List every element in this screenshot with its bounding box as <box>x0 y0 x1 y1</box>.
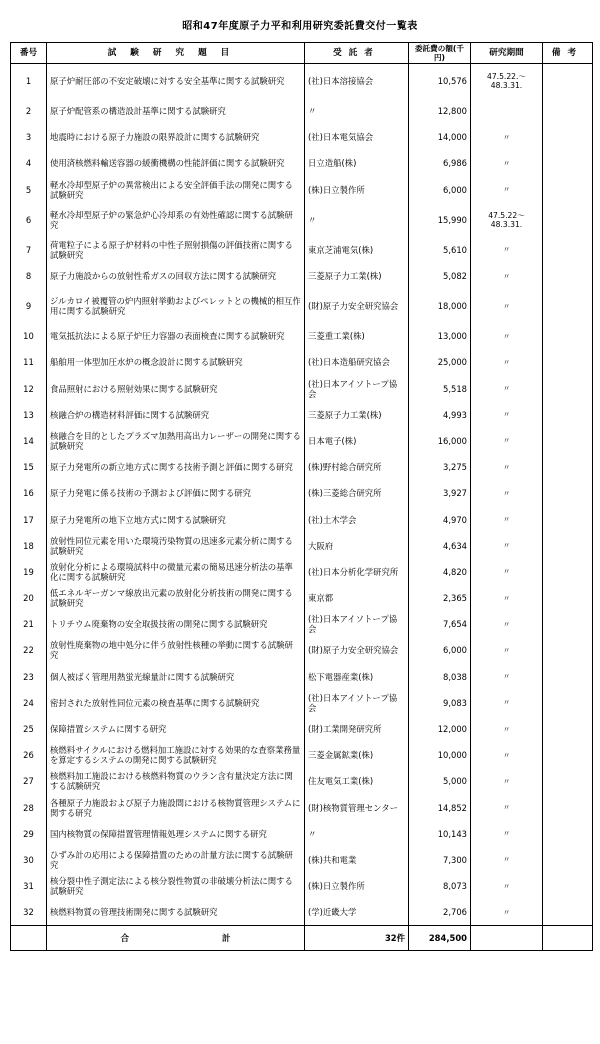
row-number: 32 <box>11 899 47 926</box>
row-period: 〃 <box>471 742 543 768</box>
row-amount: 4,970 <box>409 506 471 532</box>
row-number: 5 <box>11 177 47 203</box>
row-amount: 8,038 <box>409 664 471 690</box>
row-number: 23 <box>11 664 47 690</box>
row-amount: 6,000 <box>409 177 471 203</box>
row-contractor: 三菱原子力工業(株) <box>305 263 409 289</box>
row-contractor: 三菱重工業(株) <box>305 323 409 349</box>
table-row <box>11 611 593 637</box>
total-amount: 284,500 <box>409 926 471 951</box>
table-row <box>11 847 593 873</box>
row-period: 〃 <box>471 289 543 323</box>
table-row <box>11 263 593 289</box>
row-note <box>543 533 593 559</box>
header-note: 備考 <box>543 43 593 64</box>
row-note <box>543 98 593 124</box>
row-note <box>543 150 593 176</box>
table-row <box>11 480 593 506</box>
row-number: 20 <box>11 585 47 611</box>
row-subject: 放射化分析による環境試料中の微量元素の簡易迅速分析法の基準化に関する試験研究 <box>47 559 305 585</box>
row-contractor: (株)野村総合研究所 <box>305 454 409 480</box>
row-contractor: (株)三菱総合研究所 <box>305 480 409 506</box>
row-amount: 13,000 <box>409 323 471 349</box>
row-number: 3 <box>11 124 47 150</box>
row-subject: 核燃料加工施設における核燃料物質のウラン含有量決定方法に関する試験研究 <box>47 768 305 794</box>
row-subject: 原子炉配管系の構造設計基準に関する試験研究 <box>47 98 305 124</box>
row-period: 〃 <box>471 768 543 794</box>
total-label-1: 合 <box>120 933 130 944</box>
row-period: 〃 <box>471 349 543 375</box>
row-subject: 核燃料物質の管理技術開発に関する試験研究 <box>47 899 305 926</box>
row-number: 6 <box>11 203 47 237</box>
header-amount: 委託費の額(千円) <box>409 43 471 64</box>
row-contractor: 〃 <box>305 821 409 847</box>
row-amount: 3,927 <box>409 480 471 506</box>
row-note <box>543 873 593 899</box>
row-amount: 5,518 <box>409 376 471 402</box>
row-contractor: 住友電気工業(株) <box>305 768 409 794</box>
document-title: 昭和47年度原子力平和利用研究委託費交付一覧表 <box>182 21 418 32</box>
row-subject: 船舶用一体型加圧水炉の概念設計に関する試験研究 <box>47 349 305 375</box>
row-period: 〃 <box>471 237 543 263</box>
row-note <box>543 585 593 611</box>
total-row <box>11 926 593 951</box>
row-subject: 放射性廃棄物の地中処分に伴う放射性核種の挙動に関する試験研究 <box>47 637 305 663</box>
row-amount: 3,275 <box>409 454 471 480</box>
table-row <box>11 506 593 532</box>
table-row <box>11 177 593 203</box>
table-row <box>11 203 593 237</box>
table-row <box>11 98 593 124</box>
table-row <box>11 349 593 375</box>
row-amount: 25,000 <box>409 349 471 375</box>
row-period: 〃 <box>471 795 543 821</box>
row-number: 11 <box>11 349 47 375</box>
row-note <box>543 480 593 506</box>
row-number: 25 <box>11 716 47 742</box>
row-period: 〃 <box>471 716 543 742</box>
row-note <box>543 690 593 716</box>
row-contractor: (社)日本アイソトープ協会 <box>305 376 409 402</box>
row-subject: 核分裂中性子測定法による核分裂性物質の非破壊分析法に関する試験研究 <box>47 873 305 899</box>
row-period: 〃 <box>471 847 543 873</box>
row-period <box>471 98 543 124</box>
row-subject: 核融合炉の構造材料評価に関する試験研究 <box>47 402 305 428</box>
table-row <box>11 376 593 402</box>
row-number: 1 <box>11 64 47 99</box>
table-row <box>11 289 593 323</box>
row-contractor: (学)近畿大学 <box>305 899 409 926</box>
row-subject: ひずみ計の応用による保障措置のための計量方法に関する試験研究 <box>47 847 305 873</box>
table-row <box>11 768 593 794</box>
row-amount: 7,654 <box>409 611 471 637</box>
row-amount: 2,706 <box>409 899 471 926</box>
row-subject: 低エネルギーガンマ線放出元素の放射化分析技術の開発に関する試験研究 <box>47 585 305 611</box>
row-period: 〃 <box>471 454 543 480</box>
table-row <box>11 585 593 611</box>
row-number: 31 <box>11 873 47 899</box>
row-period: 〃 <box>471 585 543 611</box>
row-contractor: (株)共和電業 <box>305 847 409 873</box>
row-amount: 12,000 <box>409 716 471 742</box>
row-contractor: (財)原子力安全研究協会 <box>305 289 409 323</box>
row-contractor: (社)日本アイソトープ協会 <box>305 611 409 637</box>
row-period: 〃 <box>471 637 543 663</box>
row-amount: 5,082 <box>409 263 471 289</box>
row-amount: 18,000 <box>409 289 471 323</box>
row-amount: 4,820 <box>409 559 471 585</box>
row-note <box>543 402 593 428</box>
row-number: 14 <box>11 428 47 454</box>
row-note <box>543 428 593 454</box>
subsidy-table <box>10 42 593 951</box>
row-number: 21 <box>11 611 47 637</box>
row-amount: 9,083 <box>409 690 471 716</box>
row-contractor: 日本電子(株) <box>305 428 409 454</box>
table-row <box>11 124 593 150</box>
row-number: 15 <box>11 454 47 480</box>
row-note <box>543 716 593 742</box>
row-contractor: (財)工業開発研究所 <box>305 716 409 742</box>
table-row <box>11 454 593 480</box>
row-period: 〃 <box>471 177 543 203</box>
header-row <box>11 43 593 64</box>
row-number: 8 <box>11 263 47 289</box>
row-amount: 2,365 <box>409 585 471 611</box>
row-amount: 5,000 <box>409 768 471 794</box>
row-period: 47.5.22～48.3.31. <box>471 203 543 237</box>
row-period: 〃 <box>471 150 543 176</box>
table-row <box>11 821 593 847</box>
row-period: 〃 <box>471 428 543 454</box>
row-note <box>543 664 593 690</box>
row-note <box>543 768 593 794</box>
row-contractor: (社)日本造船研究協会 <box>305 349 409 375</box>
row-note <box>543 506 593 532</box>
row-amount: 10,576 <box>409 64 471 99</box>
table-row <box>11 402 593 428</box>
row-amount: 14,000 <box>409 124 471 150</box>
row-note <box>543 263 593 289</box>
row-contractor: 〃 <box>305 98 409 124</box>
row-period: 〃 <box>471 124 543 150</box>
row-subject: 密封された放射性同位元素の検査基準に関する試験研究 <box>47 690 305 716</box>
table-row <box>11 428 593 454</box>
row-note <box>543 349 593 375</box>
row-subject: 原子力施設からの放射性希ガスの回収方法に関する試験研究 <box>47 263 305 289</box>
table-row <box>11 150 593 176</box>
row-amount: 8,073 <box>409 873 471 899</box>
row-period: 〃 <box>471 376 543 402</box>
row-amount: 15,990 <box>409 203 471 237</box>
row-note <box>543 323 593 349</box>
header-contractor: 受託者 <box>305 43 409 64</box>
row-number: 7 <box>11 237 47 263</box>
row-period: 〃 <box>471 690 543 716</box>
row-subject: ジルカロイ被覆管の炉内照射挙動およびペレットとの機械的相互作用に関する試験研究 <box>47 289 305 323</box>
row-period: 47.5.22.～48.3.31. <box>471 64 543 99</box>
row-period: 〃 <box>471 559 543 585</box>
total-count: 32件 <box>305 926 409 951</box>
row-note <box>543 64 593 99</box>
row-number: 26 <box>11 742 47 768</box>
row-subject: 核融合を目的としたプラズマ加熱用高出力レーザーの開発に関する試験研究 <box>47 428 305 454</box>
row-number: 2 <box>11 98 47 124</box>
row-period: 〃 <box>471 899 543 926</box>
row-contractor: (社)日本分析化学研究所 <box>305 559 409 585</box>
table-row <box>11 64 593 99</box>
row-note <box>543 289 593 323</box>
row-period: 〃 <box>471 611 543 637</box>
row-number: 18 <box>11 533 47 559</box>
row-amount: 4,634 <box>409 533 471 559</box>
row-amount: 10,000 <box>409 742 471 768</box>
row-amount: 10,143 <box>409 821 471 847</box>
row-note <box>543 611 593 637</box>
row-amount: 4,993 <box>409 402 471 428</box>
row-number: 19 <box>11 559 47 585</box>
row-period: 〃 <box>471 821 543 847</box>
row-number: 28 <box>11 795 47 821</box>
row-subject: 電気抵抗法による原子炉圧力容器の表面検査に関する試験研究 <box>47 323 305 349</box>
row-subject: 荷電粒子による原子炉材料の中性子照射損傷の評価技術に関する試験研究 <box>47 237 305 263</box>
row-number: 27 <box>11 768 47 794</box>
row-number: 22 <box>11 637 47 663</box>
table-row <box>11 559 593 585</box>
header-subject: 試験研究題目 <box>47 43 305 64</box>
row-number: 17 <box>11 506 47 532</box>
row-note <box>543 742 593 768</box>
row-amount: 12,800 <box>409 98 471 124</box>
row-subject: 個人被ばく管理用熱蛍光線量計に関する試験研究 <box>47 664 305 690</box>
row-contractor: (社)日本電気協会 <box>305 124 409 150</box>
row-contractor: (社)日本溶接協会 <box>305 64 409 99</box>
row-subject: 各種原子力施設および原子力施設間における核物質管理システムに関する研究 <box>47 795 305 821</box>
row-note <box>543 177 593 203</box>
row-contractor: 東京芝浦電気(株) <box>305 237 409 263</box>
row-note <box>543 821 593 847</box>
row-contractor: (財)原子力安全研究協会 <box>305 637 409 663</box>
table-row <box>11 237 593 263</box>
row-subject: 原子力発電所の地下立地方式に関する試験研究 <box>47 506 305 532</box>
row-subject: 軽水冷却型原子炉の緊急炉心冷却系の有効性確認に関する試験研究 <box>47 203 305 237</box>
row-subject: 地震時における原子力施設の限界設計に関する試験研究 <box>47 124 305 150</box>
row-subject: 保障措置システムに関する研究 <box>47 716 305 742</box>
table-row <box>11 899 593 926</box>
row-period: 〃 <box>471 873 543 899</box>
row-period: 〃 <box>471 480 543 506</box>
table-row <box>11 690 593 716</box>
row-contractor: (財)核物質管理センター <box>305 795 409 821</box>
row-period: 〃 <box>471 533 543 559</box>
row-amount: 7,300 <box>409 847 471 873</box>
row-note <box>543 454 593 480</box>
row-amount: 16,000 <box>409 428 471 454</box>
row-contractor: (株)日立製作所 <box>305 873 409 899</box>
row-subject: 使用済核燃料輸送容器の緩衝機構の性能評価に関する試験研究 <box>47 150 305 176</box>
row-note <box>543 899 593 926</box>
row-number: 12 <box>11 376 47 402</box>
table-row <box>11 716 593 742</box>
row-amount: 6,986 <box>409 150 471 176</box>
row-number: 30 <box>11 847 47 873</box>
row-note <box>543 637 593 663</box>
row-period: 〃 <box>471 263 543 289</box>
header-period: 研究期間 <box>471 43 543 64</box>
row-subject: 放射性同位元素を用いた環境汚染物質の迅速多元素分析に関する試験研究 <box>47 533 305 559</box>
row-period: 〃 <box>471 402 543 428</box>
table-row <box>11 742 593 768</box>
row-contractor: 日立造船(株) <box>305 150 409 176</box>
row-subject: 国内核物質の保障措置管理情報処理システムに関する研究 <box>47 821 305 847</box>
row-subject: 軽水冷却型原子炉の異常検出による安全評価手法の開発に関する試験研究 <box>47 177 305 203</box>
row-amount: 14,852 <box>409 795 471 821</box>
table-row <box>11 533 593 559</box>
row-contractor: 大阪府 <box>305 533 409 559</box>
row-note <box>543 795 593 821</box>
row-contractor: (社)日本アイソトープ協会 <box>305 690 409 716</box>
row-note <box>543 203 593 237</box>
row-contractor: (社)土木学会 <box>305 506 409 532</box>
row-note <box>543 847 593 873</box>
row-number: 29 <box>11 821 47 847</box>
row-period: 〃 <box>471 506 543 532</box>
row-subject: 原子力発電所の新立地方式に関する技術予測と評価に関する研究 <box>47 454 305 480</box>
row-contractor: 三菱金属鉱業(株) <box>305 742 409 768</box>
row-note <box>543 124 593 150</box>
row-note <box>543 559 593 585</box>
row-subject: 核燃料サイクルにおける燃料加工施設に対する効果的な査察業務量を算定するシステムの開発に関する試験研究 <box>47 742 305 768</box>
row-number: 24 <box>11 690 47 716</box>
table-row <box>11 323 593 349</box>
row-subject: 食品照射における照射効果に関する試験研究 <box>47 376 305 402</box>
row-contractor: 三菱原子力工業(株) <box>305 402 409 428</box>
row-contractor: 東京都 <box>305 585 409 611</box>
table-row <box>11 873 593 899</box>
row-subject: トリチウム廃棄物の安全取扱技術の開発に関する試験研究 <box>47 611 305 637</box>
row-contractor: 松下電器産業(株) <box>305 664 409 690</box>
row-amount: 6,000 <box>409 637 471 663</box>
row-contractor: (株)日立製作所 <box>305 177 409 203</box>
row-period: 〃 <box>471 664 543 690</box>
row-subject: 原子炉耐圧部の不安定破壊に対する安全基準に関する試験研究 <box>47 64 305 99</box>
table-row <box>11 795 593 821</box>
table-row <box>11 664 593 690</box>
row-period: 〃 <box>471 323 543 349</box>
row-number: 4 <box>11 150 47 176</box>
table-row <box>11 637 593 663</box>
total-label-2: 計 <box>221 933 231 944</box>
row-number: 13 <box>11 402 47 428</box>
row-number: 9 <box>11 289 47 323</box>
row-note <box>543 237 593 263</box>
row-amount: 5,610 <box>409 237 471 263</box>
row-number: 10 <box>11 323 47 349</box>
row-number: 16 <box>11 480 47 506</box>
row-contractor: 〃 <box>305 203 409 237</box>
row-note <box>543 376 593 402</box>
row-subject: 原子力発電に係る技術の予測および評価に関する研究 <box>47 480 305 506</box>
header-number: 番号 <box>11 43 47 64</box>
